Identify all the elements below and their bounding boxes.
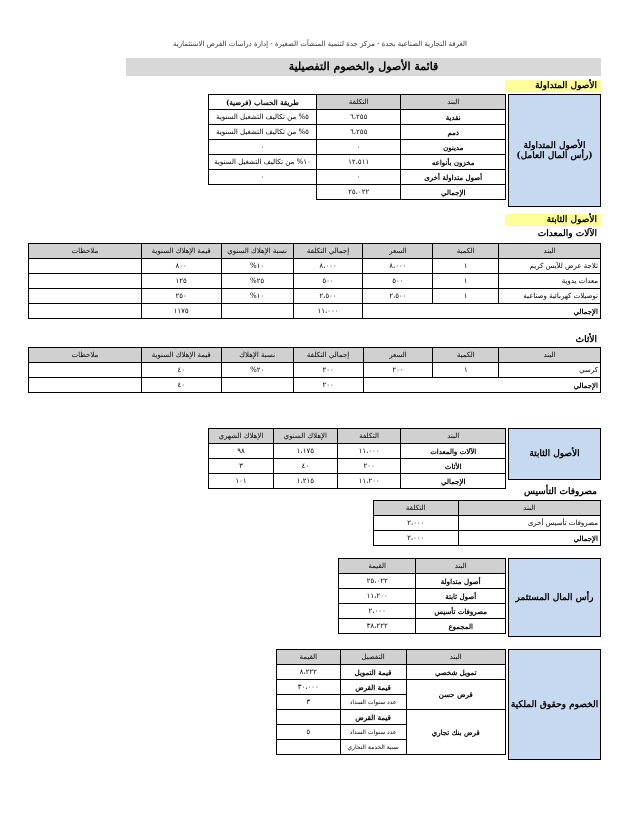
item-cell: ذمم — [401, 125, 506, 140]
col-rate: نسبة الإهلاك السنوي — [221, 244, 293, 259]
value-cell: ٢،٠٠٠ — [339, 604, 416, 619]
current-assets-side-line1: الأصول المتداولة — [523, 140, 586, 151]
current-assets-table — [208, 94, 506, 200]
bank-loan-label: قرض بنك تجاري — [406, 710, 506, 755]
table-row — [209, 444, 506, 459]
col-item: البند — [401, 429, 506, 444]
col-cost: التكلفة — [316, 95, 400, 110]
item-cell: المجموع — [416, 619, 506, 634]
item-cell: أصول ثابتة — [416, 589, 506, 604]
value-cell: ١١،٢٠٠ — [339, 589, 416, 604]
price-cell: ٥٠٠ — [363, 274, 433, 289]
cost-cell: ٠ — [316, 170, 400, 185]
table-row — [339, 604, 506, 619]
current-assets-section-title: الأصول المتداولة — [505, 80, 601, 92]
liabilities-table — [276, 649, 506, 755]
item-cell: ثلاجة عرض للآيس كريم — [499, 259, 601, 274]
item-cell: معدات يدوية — [499, 274, 601, 289]
value-cell: ٣٨،٢٢٢ — [339, 619, 416, 634]
self-finance-detail: قيمة التمويل — [340, 665, 406, 680]
rate-cell: ١٠% — [221, 259, 293, 274]
cost-cell: ٠ — [316, 140, 400, 155]
table-row — [29, 259, 601, 274]
method-cell: ٥% من تكاليف التشغيل السنوية — [209, 125, 317, 140]
dep-cell: ٤٠ — [141, 363, 221, 378]
hasan-loan-value-1: ٣٠،٠٠٠ — [277, 680, 341, 695]
table-row — [277, 710, 506, 725]
col-item: البند — [416, 559, 506, 574]
current-assets-side-line2: (رأس المال العامل) — [516, 150, 593, 161]
method-cell: ٠ — [209, 170, 317, 185]
total-value: ٢،٠٠٠ — [374, 531, 459, 546]
table-row — [339, 574, 506, 589]
rate-cell: ٢٠% — [221, 363, 293, 378]
current-assets-sidebox — [508, 94, 601, 207]
self-finance-value: ٨،٢٢٢ — [277, 665, 341, 680]
col-note: ملاحظات — [29, 348, 142, 363]
col-qty: الكمية — [433, 244, 499, 259]
liabilities-sidebox: الخصوم وحقوق الملكية — [508, 649, 601, 760]
total-label: الإجمالي — [458, 531, 600, 546]
equipment-title: الآلات والمعدات — [537, 229, 597, 239]
bank-loan-value-3 — [277, 740, 341, 755]
col-total: إجمالي التكلفة — [293, 348, 363, 363]
qty-cell: ١ — [433, 274, 499, 289]
table-row — [339, 589, 506, 604]
bank-loan-value-2: ٥ — [277, 725, 341, 740]
fixed-summary-table — [208, 428, 506, 489]
cost-cell: ١٢،٥١١ — [316, 155, 400, 170]
total-cell: ٨،٠٠٠ — [293, 259, 363, 274]
total-value: ٢٥،٠٢٢ — [316, 185, 400, 200]
col-monthly: الإهلاك الشهري — [209, 429, 274, 444]
monthly-cell: ٣ — [209, 459, 274, 474]
total-dep: ٤٠ — [141, 378, 221, 393]
bank-loan-value-1 — [277, 710, 341, 725]
price-cell: ٢،٥٠٠ — [363, 289, 433, 304]
item-cell: أصول متداولة — [416, 574, 506, 589]
bank-loan-detail-1: قيمة القرض — [340, 710, 406, 725]
col-dep: قيمة الإهلاك السنوية — [141, 244, 221, 259]
dep-cell: ٨٠٠ — [141, 259, 221, 274]
col-cost: التكلفة — [374, 501, 459, 516]
table-row — [209, 110, 506, 125]
col-detail: التفصيل — [340, 650, 406, 665]
total-row — [29, 378, 601, 393]
total-dep: ١١٧٥ — [141, 304, 221, 319]
header-line: الغرفة التجارية الصناعية بجدة - مركز جدة لتنمية المنشآت الصغيرة - إدارة دراسات الفرص الاستثمارية — [173, 40, 467, 48]
col-total: إجمالي التكلفة — [293, 244, 363, 259]
table-row — [209, 459, 506, 474]
item-cell: مدينون — [401, 140, 506, 155]
item-cell: كرسي — [499, 363, 601, 378]
col-value: القيمة — [277, 650, 341, 665]
cost-cell: ١١،٠٠٠ — [337, 444, 401, 459]
note-cell — [29, 289, 142, 304]
col-rate: نسبة الإهلاك — [221, 348, 293, 363]
cost-cell: ٦،٢٥٥ — [316, 110, 400, 125]
method-cell: ١٠% من تكاليف التشغيل السنوية — [209, 155, 317, 170]
col-qty: الكمية — [433, 348, 499, 363]
total-cost: ١١،٠٠٠ — [293, 304, 363, 319]
table-row — [29, 289, 601, 304]
item-cell: نقدية — [401, 110, 506, 125]
item-cell: الآلات والمعدات — [401, 444, 506, 459]
col-item: البند — [499, 348, 601, 363]
total-row — [374, 531, 601, 546]
dep-cell: ٢٥٠ — [141, 289, 221, 304]
cost-cell: ٢٠٠ — [337, 459, 401, 474]
table-row — [277, 680, 506, 695]
qty-cell: ١ — [433, 363, 499, 378]
table-row — [209, 125, 506, 140]
total-cell: ٥٠٠ — [293, 274, 363, 289]
table-row — [209, 140, 506, 155]
note-cell — [29, 363, 142, 378]
price-cell: ٨،٠٠٠ — [363, 259, 433, 274]
dep-cell: ١٢٥ — [141, 274, 221, 289]
equipment-table — [28, 243, 601, 319]
hasan-loan-detail-1: قيمة القرض — [340, 680, 406, 695]
table-row — [29, 274, 601, 289]
item-cell: الإجمالي — [401, 474, 506, 489]
note-cell — [29, 274, 142, 289]
item-cell: توصيلات كهربائية وصناعية — [499, 289, 601, 304]
table-row — [374, 516, 601, 531]
page-title: قائمة الأصول والخصوم التفصيلية — [126, 58, 601, 76]
col-price: السعر — [363, 348, 433, 363]
total-row — [209, 185, 506, 200]
annual-cell: ١،٢١٥ — [273, 474, 337, 489]
annual-cell: ١،١٧٥ — [273, 444, 337, 459]
rate-cell: ١٠% — [221, 289, 293, 304]
fixed-assets-section-title: الأصول الثابتة — [505, 214, 601, 226]
table-row — [209, 155, 506, 170]
bank-loan-detail-2: عدد سنوات السداد — [340, 725, 406, 740]
item-cell: مخزون بأنواعه — [401, 155, 506, 170]
cost-cell: ٦،٢٥٥ — [316, 125, 400, 140]
col-item: البند — [401, 95, 506, 110]
table-row — [209, 474, 506, 489]
price-cell: ٢٠٠ — [363, 363, 433, 378]
item-cell: مصروفات تأسيس أخرى — [458, 516, 600, 531]
item-cell: الأثاث — [401, 459, 506, 474]
table-row — [29, 363, 601, 378]
col-item: البند — [406, 650, 506, 665]
cost-cell: ١١،٢٠٠ — [337, 474, 401, 489]
capital-table — [338, 558, 506, 634]
monthly-cell: ١٠١ — [209, 474, 274, 489]
furniture-title: الأثاث — [575, 335, 597, 345]
total-label: الإجمالي — [401, 185, 506, 200]
preop-title: مصروفات التأسيس — [523, 487, 597, 497]
bank-loan-detail-3: نسبة الخدمة التجاري — [340, 740, 406, 755]
col-method: طريقة الحساب (فرضية) — [209, 95, 317, 110]
col-cost: التكلفة — [337, 429, 401, 444]
table-row — [339, 619, 506, 634]
col-price: السعر — [363, 244, 433, 259]
col-item: البند — [499, 244, 601, 259]
monthly-cell: ٩٨ — [209, 444, 274, 459]
value-cell: ٢٥،٠٢٢ — [339, 574, 416, 589]
hasan-loan-label: قرض حسن — [406, 680, 506, 710]
preop-table — [373, 500, 601, 546]
total-cost: ٢٠٠ — [293, 378, 363, 393]
rate-cell: ٢٥% — [221, 274, 293, 289]
hasan-loan-detail-2: عدد سنوات السداد — [340, 695, 406, 710]
total-cell: ٢،٥٠٠ — [293, 289, 363, 304]
self-finance-label: تمويل شخصي — [406, 665, 506, 680]
col-dep: قيمة الإهلاك السنوية — [141, 348, 221, 363]
total-label: الإجمالي — [363, 304, 601, 319]
method-cell: ٠ — [209, 140, 317, 155]
col-annual: الإهلاك السنوي — [273, 429, 337, 444]
cost-cell: ٢،٠٠٠ — [374, 516, 459, 531]
col-note: ملاحظات — [29, 244, 142, 259]
item-cell: أصول متداولة أخرى — [401, 170, 506, 185]
fixed-assets-sidebox: الأصول الثابتة — [508, 428, 601, 480]
col-value: القيمة — [339, 559, 416, 574]
qty-cell: ١ — [433, 259, 499, 274]
total-label: الإجمالي — [363, 378, 600, 393]
furniture-table — [28, 347, 601, 393]
note-cell — [29, 259, 142, 274]
method-cell: ٥% من تكاليف التشغيل السنوية — [209, 110, 317, 125]
total-row — [29, 304, 601, 319]
table-row — [277, 665, 506, 680]
item-cell: مصروفات تأسيس — [416, 604, 506, 619]
table-row — [209, 170, 506, 185]
annual-cell: ٤٠ — [273, 459, 337, 474]
total-cell: ٢٠٠ — [293, 363, 363, 378]
col-item: البند — [458, 501, 600, 516]
qty-cell: ١ — [433, 289, 499, 304]
hasan-loan-value-2: ٣ — [277, 695, 341, 710]
capital-sidebox: رأس المال المستثمر — [508, 558, 601, 637]
